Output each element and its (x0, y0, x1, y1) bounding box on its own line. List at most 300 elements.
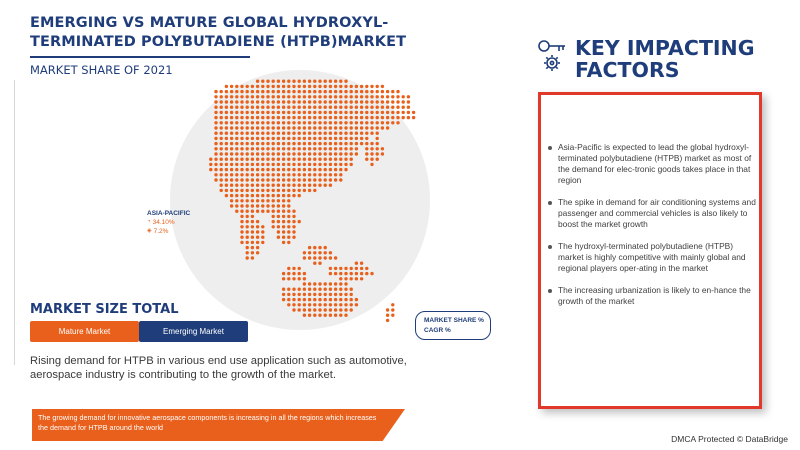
map-dot (209, 168, 212, 171)
map-dot (396, 100, 399, 103)
map-dot (230, 116, 233, 119)
map-dot (287, 288, 290, 291)
map-dot (235, 106, 238, 109)
map-dot (344, 308, 347, 311)
map-dot (376, 142, 379, 145)
map-dot (287, 199, 290, 202)
map-dot (298, 90, 301, 93)
map-dot (214, 173, 217, 176)
map-dot (344, 168, 347, 171)
map-dot (365, 126, 368, 129)
map-dot (350, 126, 353, 129)
map-dot (256, 230, 259, 233)
map-dot (318, 168, 321, 171)
map-dot (225, 173, 228, 176)
map-dot (251, 194, 254, 197)
map-dot (324, 256, 327, 259)
map-dot (277, 215, 280, 218)
map-dot (298, 173, 301, 176)
map-dot (334, 308, 337, 311)
map-dot (334, 282, 337, 285)
map-dot (292, 308, 295, 311)
map-dot (350, 95, 353, 98)
map-dot (324, 95, 327, 98)
map-dot (386, 121, 389, 124)
map-dot (381, 121, 384, 124)
map-dot (360, 272, 363, 275)
map-dot (324, 142, 327, 145)
map-dot (344, 137, 347, 140)
map-dot (381, 106, 384, 109)
map-dot (214, 132, 217, 135)
map-dot (334, 100, 337, 103)
map-dot (230, 100, 233, 103)
map-dot (246, 210, 249, 213)
map-dot (350, 303, 353, 306)
map-dot (303, 111, 306, 114)
map-dot (287, 267, 290, 270)
map-dot (287, 298, 290, 301)
map-dot (334, 111, 337, 114)
map-dot (240, 236, 243, 239)
map-dot (209, 158, 212, 161)
map-dot (324, 121, 327, 124)
map-dot (292, 85, 295, 88)
map-dot (329, 168, 332, 171)
map-dot (365, 116, 368, 119)
map-dot (324, 158, 327, 161)
map-dot (282, 204, 285, 207)
map-dot (324, 147, 327, 150)
map-dot (272, 189, 275, 192)
map-dot (339, 147, 342, 150)
map-dot (282, 189, 285, 192)
map-dot (272, 220, 275, 223)
map-dot (344, 152, 347, 155)
map-dot (282, 225, 285, 228)
map-dot (246, 90, 249, 93)
map-dot (344, 100, 347, 103)
map-dot (292, 225, 295, 228)
map-dot (246, 116, 249, 119)
map-dot (402, 100, 405, 103)
map-dot (313, 126, 316, 129)
map-dot (308, 126, 311, 129)
map-dot (277, 111, 280, 114)
map-dot (350, 298, 353, 301)
map-dot (324, 126, 327, 129)
region-share: 34.10% (152, 219, 175, 226)
map-dot (313, 106, 316, 109)
map-dot (324, 288, 327, 291)
map-dot (251, 204, 254, 207)
map-dot (339, 163, 342, 166)
map-dot (251, 116, 254, 119)
map-dot (303, 95, 306, 98)
map-dot (334, 116, 337, 119)
map-dot (230, 142, 233, 145)
map-dot (324, 100, 327, 103)
map-dot (360, 267, 363, 270)
map-dot (298, 267, 301, 270)
map-dot (272, 168, 275, 171)
map-dot (298, 272, 301, 275)
map-dot (282, 236, 285, 239)
map-dot (261, 194, 264, 197)
map-dot (313, 308, 316, 311)
map-dot (313, 111, 316, 114)
map-dot (277, 199, 280, 202)
map-dot (230, 111, 233, 114)
map-dot (287, 100, 290, 103)
map-dot (256, 173, 259, 176)
map-dot (287, 173, 290, 176)
map-dot (313, 256, 316, 259)
map-dot (308, 303, 311, 306)
map-dot (303, 282, 306, 285)
map-dot (365, 267, 368, 270)
map-dot (360, 262, 363, 265)
map-dot (240, 132, 243, 135)
map-dot (339, 95, 342, 98)
map-dot (386, 111, 389, 114)
map-dot (303, 152, 306, 155)
metric-share-label: MARKET SHARE % (424, 317, 484, 324)
map-dot (381, 100, 384, 103)
key-gear-icon (535, 36, 569, 74)
map-dot (251, 173, 254, 176)
map-dot (298, 132, 301, 135)
map-dot (246, 194, 249, 197)
map-dot (313, 100, 316, 103)
map-dot (282, 215, 285, 218)
map-dot (292, 121, 295, 124)
map-dot (240, 220, 243, 223)
map-dot (318, 100, 321, 103)
map-dot (318, 90, 321, 93)
map-dot (386, 106, 389, 109)
map-dot (272, 85, 275, 88)
map-dot (240, 189, 243, 192)
map-dot (235, 184, 238, 187)
map-dot (329, 116, 332, 119)
map-dot (277, 85, 280, 88)
map-dot (339, 178, 342, 181)
map-dot (334, 106, 337, 109)
region-share-row (147, 218, 190, 227)
map-dot (308, 288, 311, 291)
map-dot (381, 126, 384, 129)
map-dot (339, 168, 342, 171)
map-dot (303, 132, 306, 135)
map-dot (266, 116, 269, 119)
map-dot (365, 111, 368, 114)
map-dot (355, 85, 358, 88)
map-dot (282, 116, 285, 119)
map-dot (298, 303, 301, 306)
map-dot (240, 121, 243, 124)
map-dot (272, 178, 275, 181)
map-dot (246, 251, 249, 254)
map-dot (220, 90, 223, 93)
map-dot (230, 132, 233, 135)
map-dot (246, 158, 249, 161)
map-dot (329, 308, 332, 311)
map-dot (235, 168, 238, 171)
map-dot (287, 111, 290, 114)
map-dot (370, 152, 373, 155)
map-dot (396, 116, 399, 119)
map-dot (324, 132, 327, 135)
map-dot (266, 189, 269, 192)
map-dot (214, 163, 217, 166)
map-dot (240, 210, 243, 213)
map-dot (272, 204, 275, 207)
map-dot (272, 152, 275, 155)
map-dot (246, 246, 249, 249)
map-dot (365, 142, 368, 145)
map-dot (318, 163, 321, 166)
map-dot (308, 293, 311, 296)
map-dot (240, 152, 243, 155)
map-dot (246, 152, 249, 155)
map-dot (266, 178, 269, 181)
map-dot (246, 178, 249, 181)
map-dot (329, 85, 332, 88)
map-dot (376, 121, 379, 124)
map-dot (355, 272, 358, 275)
map-dot (313, 184, 316, 187)
map-dot (214, 152, 217, 155)
map-dot (298, 152, 301, 155)
map-dot (282, 85, 285, 88)
map-dot (235, 85, 238, 88)
dot-map (150, 70, 450, 330)
map-dot (240, 100, 243, 103)
map-dot (318, 116, 321, 119)
map-dot (292, 95, 295, 98)
map-dot (344, 132, 347, 135)
map-dot (334, 85, 337, 88)
map-dot (386, 319, 389, 322)
map-dot (272, 137, 275, 140)
map-dot (360, 100, 363, 103)
map-dot (251, 152, 254, 155)
map-dot (287, 272, 290, 275)
map-dot (282, 277, 285, 280)
map-dot (282, 121, 285, 124)
map-dot (370, 85, 373, 88)
map-dot (313, 137, 316, 140)
map-dot (256, 210, 259, 213)
map-dot (214, 178, 217, 181)
map-dot (220, 152, 223, 155)
map-dot (225, 163, 228, 166)
map-dot (308, 100, 311, 103)
map-dot (282, 111, 285, 114)
map-dot (303, 189, 306, 192)
map-dot (318, 282, 321, 285)
map-dot (225, 142, 228, 145)
map-dot (266, 147, 269, 150)
map-dot (272, 132, 275, 135)
map-dot (277, 126, 280, 129)
map-dot (298, 95, 301, 98)
map-dot (272, 111, 275, 114)
map-dot (350, 106, 353, 109)
map-dot (344, 95, 347, 98)
map-dot (308, 106, 311, 109)
map-dot (355, 303, 358, 306)
map-dot (256, 95, 259, 98)
map-dot (246, 220, 249, 223)
map-dot (266, 142, 269, 145)
map-dot (282, 152, 285, 155)
map-dot (225, 189, 228, 192)
map-dot (261, 106, 264, 109)
map-dot (256, 246, 259, 249)
map-dot (220, 178, 223, 181)
map-dot (246, 111, 249, 114)
map-dot (272, 147, 275, 150)
map-dot (251, 241, 254, 244)
map-dot (324, 282, 327, 285)
map-dot (287, 168, 290, 171)
map-dot (329, 178, 332, 181)
map-dot (344, 121, 347, 124)
map-dot (334, 152, 337, 155)
map-dot (225, 85, 228, 88)
map-dot (339, 116, 342, 119)
map-dot (220, 100, 223, 103)
map-dot (318, 288, 321, 291)
map-dot (235, 126, 238, 129)
map-dot (396, 90, 399, 93)
map-dot (230, 85, 233, 88)
map-dot (360, 132, 363, 135)
map-dot (287, 158, 290, 161)
map-dot (360, 121, 363, 124)
map-dot (287, 90, 290, 93)
map-dot (272, 106, 275, 109)
map-dot (261, 189, 264, 192)
map-dot (256, 168, 259, 171)
map-dot (292, 230, 295, 233)
map-dot (256, 194, 259, 197)
map-dot (235, 100, 238, 103)
footer-credit: DMCA Protected © DataBridge (671, 434, 788, 444)
map-dot (391, 90, 394, 93)
map-dot (225, 168, 228, 171)
map-dot (318, 142, 321, 145)
map-dot (303, 147, 306, 150)
map-dot (329, 163, 332, 166)
map-dot (214, 116, 217, 119)
map-dot (256, 100, 259, 103)
title-underline (30, 56, 250, 58)
map-dot (318, 314, 321, 317)
map-dot (298, 277, 301, 280)
map-dot (292, 100, 295, 103)
map-dot (287, 241, 290, 244)
map-dot (308, 142, 311, 145)
map-dot (230, 152, 233, 155)
map-dot (266, 90, 269, 93)
map-dot (266, 137, 269, 140)
map-dot (329, 142, 332, 145)
map-dot (324, 90, 327, 93)
map-dot (370, 106, 373, 109)
map-dot (272, 210, 275, 213)
map-dot (240, 116, 243, 119)
map-dot (329, 132, 332, 135)
map-dot (251, 210, 254, 213)
map-dot (365, 106, 368, 109)
map-dot (256, 241, 259, 244)
map-dot (235, 158, 238, 161)
map-dot (334, 126, 337, 129)
map-dot (282, 106, 285, 109)
map-dot (272, 95, 275, 98)
map-dot (298, 116, 301, 119)
map-dot (381, 116, 384, 119)
map-dot (344, 147, 347, 150)
map-dot (313, 95, 316, 98)
map-dot (308, 163, 311, 166)
map-dot (339, 80, 342, 83)
map-dot (313, 152, 316, 155)
map-dot (313, 293, 316, 296)
map-dot (308, 116, 311, 119)
map-dot (214, 106, 217, 109)
map-dot (292, 132, 295, 135)
map-dot (235, 194, 238, 197)
map-dot (313, 80, 316, 83)
map-dot (277, 210, 280, 213)
map-dot (329, 184, 332, 187)
map-dot (277, 163, 280, 166)
map-dot (261, 178, 264, 181)
map-dot (214, 137, 217, 140)
map-dot (287, 80, 290, 83)
map-dot (256, 189, 259, 192)
map-dot (251, 106, 254, 109)
map-dot (318, 132, 321, 135)
map-dot (246, 132, 249, 135)
map-dot (292, 168, 295, 171)
map-dot (287, 121, 290, 124)
map-dot (350, 121, 353, 124)
map-dot (282, 220, 285, 223)
map-dot (355, 298, 358, 301)
map-dot (277, 106, 280, 109)
map-dot (339, 277, 342, 280)
map-dot (287, 178, 290, 181)
map-dot (396, 121, 399, 124)
map-dot (256, 116, 259, 119)
map-dot (235, 147, 238, 150)
map-dot (360, 142, 363, 145)
map-dot (350, 147, 353, 150)
map-dot (313, 116, 316, 119)
map-dot (220, 121, 223, 124)
map-dot (313, 288, 316, 291)
map-dot (329, 100, 332, 103)
map-dot (318, 308, 321, 311)
map-dot (277, 121, 280, 124)
map-dot (256, 178, 259, 181)
map-dot (324, 178, 327, 181)
